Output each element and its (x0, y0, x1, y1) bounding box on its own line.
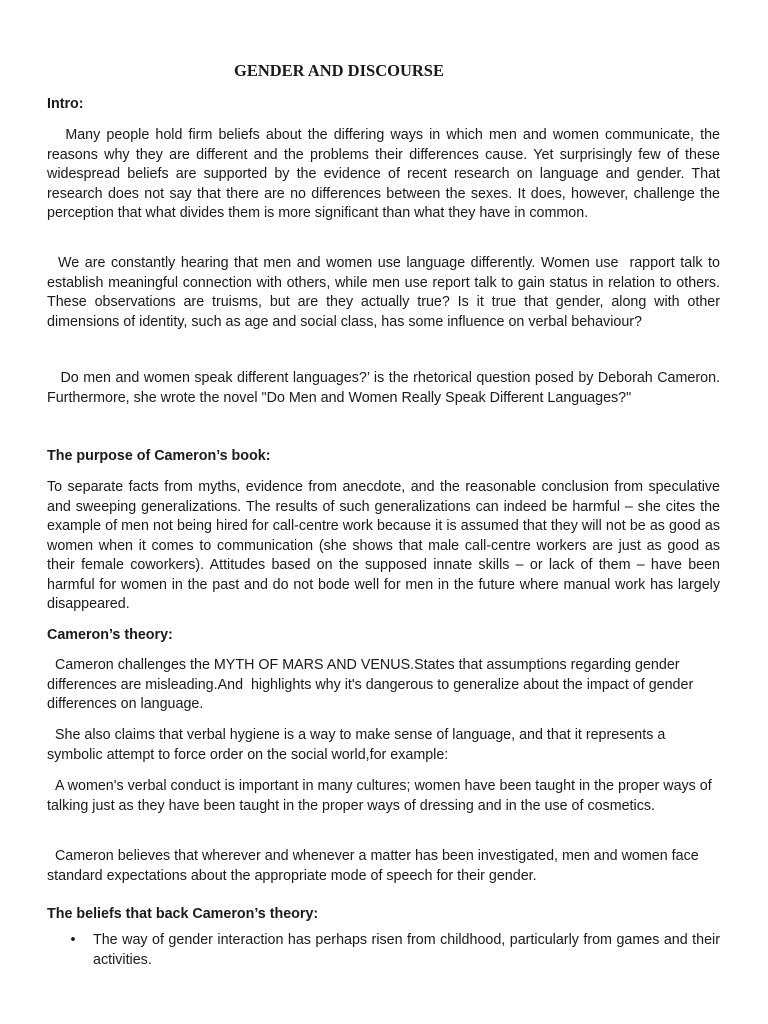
intro-paragraph-1: Many people hold firm beliefs about the differing ways in which men and women communicate, the reasons why they are different and the problems their differences cause. Yet surprisingly few of these widespread beliefs are supported by the evidence of recent research on language and gender. That research does not say that there are no differences between the sexes. It does, however, challenge the perception that what divides them is more significant than what they have in common. (47, 127, 724, 221)
purpose-heading: The purpose of Cameron’s book: (47, 448, 271, 464)
bullet-list-item (47, 931, 720, 970)
intro-heading: Intro: (47, 96, 84, 112)
theory-heading: Cameron’s theory: (47, 627, 173, 643)
theory-paragraph-1: Cameron challenges the MYTH OF MARS AND VENUS.States that assumptions regarding gender differences are misleading.And highlights why it's dangerous to generalize about the impact of gender differences on language. (47, 657, 698, 712)
intro-paragraph-3: Do men and women speak different languages?’ is the rhetorical question posed by Deborah Cameron. Furthermore, she wrote the novel "Do Men and Women Really Speak Different Languages?" (47, 370, 724, 406)
beliefs-heading: The beliefs that back Cameron’s theory: (47, 906, 319, 922)
document-title: GENDER AND DISCOURSE (234, 61, 444, 80)
purpose-paragraph: To separate facts from myths, evidence from anecdote, and the reasonable conclusion from speculative and sweeping generalizations. The results of such generalizations can indeed be harmful – she cites the example of men not being hired for call-centre work because it is assumed that they will not be as good as women when it comes to communication (she shows that male call-centre workers are just as good as their female coworkers). Attitudes based on the supposed innate skills – or lack of them – have been harmful for women in the past and do not bode well for men in the future where manual work has largely disappeared. (47, 479, 720, 612)
intro-paragraph-2: We are constantly hearing that men and women use language differently. Women use rapport talk to establish meaningful connection with others, while men use report talk to gain status in relation to others. These observations are truisms, but are they actually true? Is it true that gender, along with other dimensions of identity, such as age and social class, has some influence on verbal behaviour? (47, 255, 724, 330)
beliefs-bullet-list (47, 931, 720, 970)
bullet-icon: • (70, 932, 76, 948)
theory-paragraph-4: Cameron believes that wherever and whenever a matter has been investigated, men and women face standard expectations about the appropriate mode of speech for their gender. (47, 848, 703, 884)
theory-paragraph-3: A women's verbal conduct is important in many cultures; women have been taught in the proper ways of talking just as they have been taught in the proper ways of dressing and in the use of cosmetics. (47, 778, 716, 814)
theory-paragraph-2: She also claims that verbal hygiene is a way to make sense of language, and that it represents a symbolic attempt to force order on the social world,for example: (47, 727, 670, 763)
bullet-text: The way of gender interaction has perhaps risen from childhood, particularly from games and their activities. (93, 932, 720, 968)
